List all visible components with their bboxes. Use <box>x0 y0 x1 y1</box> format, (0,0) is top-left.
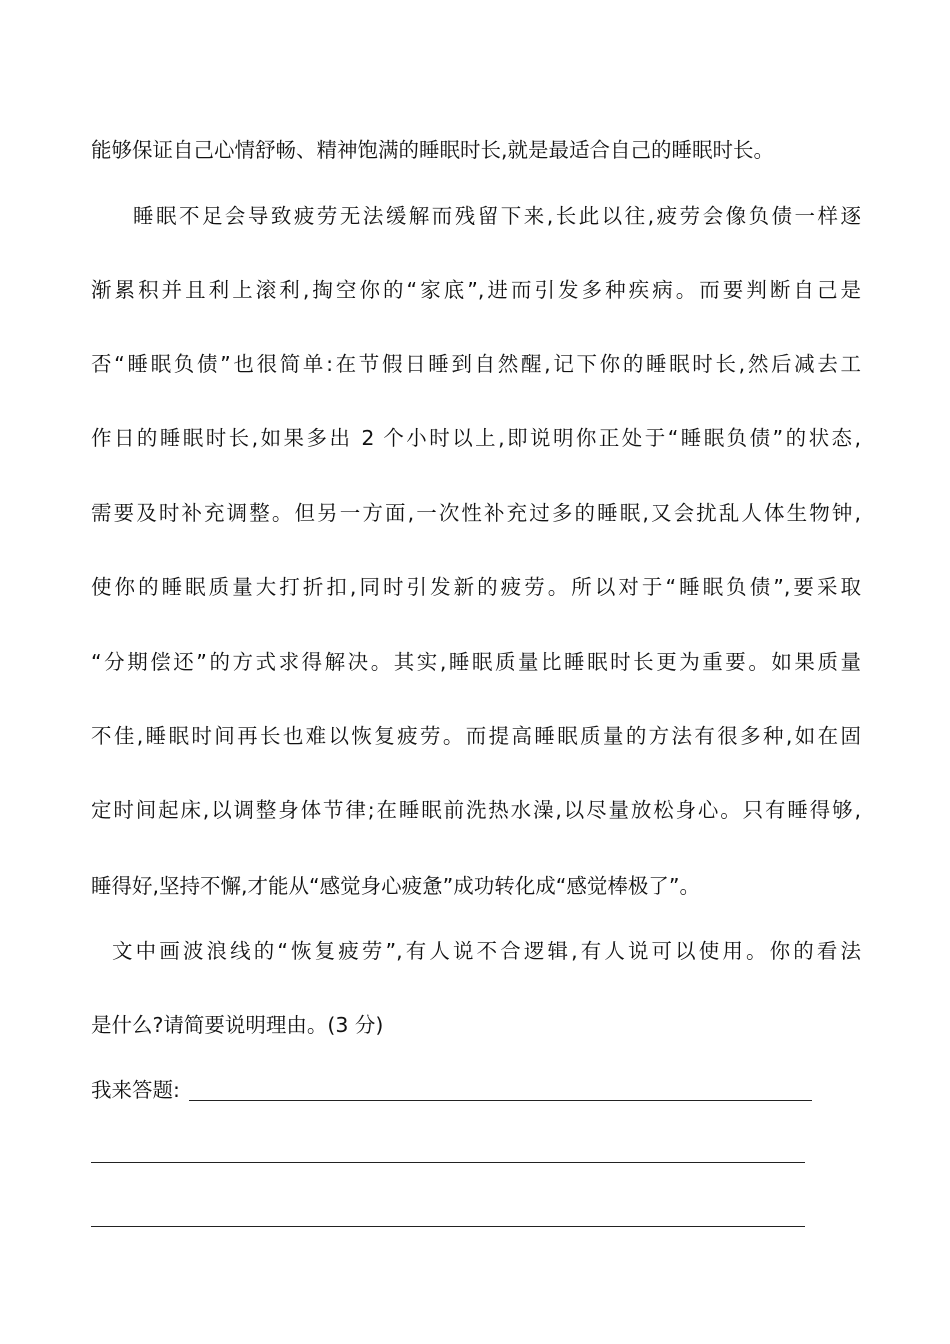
passage-line: 睡眠不足会导致疲劳无法缓解而残留下来,长此以往,疲劳会像负债一样逐 <box>133 204 861 228</box>
passage-line: “分期偿还”的方式求得解决。其实,睡眠质量比睡眠时长更为重要。如果质量 <box>91 650 861 674</box>
passage-line: 渐累积并且利上滚利,掏空你的“家底”,进而引发多种疾病。而要判断自己是 <box>91 278 861 302</box>
passage-line: 需要及时补充调整。但另一方面,一次性补充过多的睡眠,又会扰乱人体生物钟, <box>91 501 861 525</box>
passage-line: 使你的睡眠质量大打折扣,同时引发新的疲劳。所以对于“睡眠负债”,要采取 <box>91 575 861 599</box>
question-line: 是什么?请简要说明理由。(3 分) <box>91 1013 384 1037</box>
passage-line: 不佳,睡眠时间再长也难以恢复疲劳。而提高睡眠质量的方法有很多种,如在固 <box>91 724 861 748</box>
passage-line: 定时间起床,以调整身体节律;在睡眠前洗热水澡,以尽量放松身心。只有睡得够, <box>91 798 861 822</box>
passage-line: 否“睡眠负债”也很简单:在节假日睡到自然醒,记下你的睡眠时长,然后减去工 <box>91 352 861 376</box>
answer-blank-line[interactable] <box>91 1162 805 1163</box>
passage-line: 作日的睡眠时长,如果多出 2 个小时以上,即说明你正处于“睡眠负债”的状态, <box>91 426 861 450</box>
answer-blank-line[interactable] <box>91 1226 805 1227</box>
question-line: 文中画波浪线的“恢复疲劳”,有人说不合逻辑,有人说可以使用。你的看法 <box>112 939 861 963</box>
passage-line: 能够保证自己心情舒畅、精神饱满的睡眠时长,就是最适合自己的睡眠时长。 <box>91 138 775 162</box>
answer-label: 我来答题: <box>91 1078 180 1102</box>
answer-blank-line[interactable] <box>189 1100 812 1101</box>
passage-line: 睡得好,坚持不懈,才能从“感觉身心疲惫”成功转化成“感觉棒极了”。 <box>91 874 701 898</box>
